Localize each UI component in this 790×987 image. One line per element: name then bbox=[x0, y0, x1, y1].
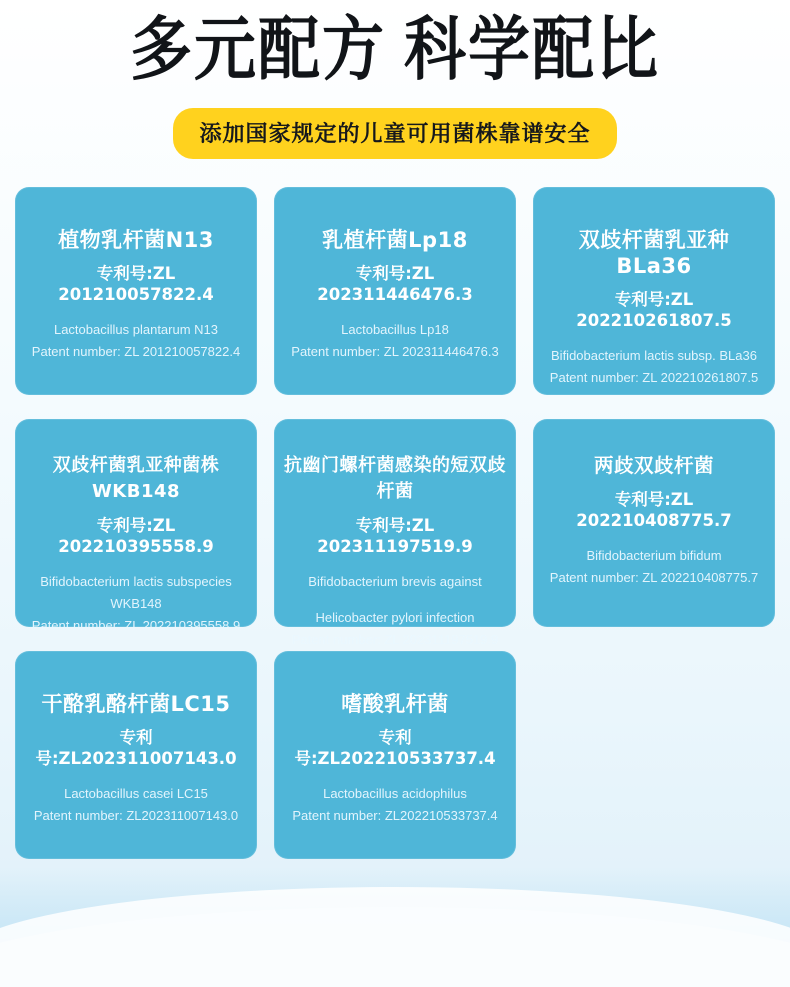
strain-name: 嗜酸乳杆菌 bbox=[341, 692, 449, 716]
strain-patent-cn: 专利号:ZL 202210261807.5 bbox=[576, 290, 732, 330]
strain-patent-en: Patent number: ZL 202210261807.5 bbox=[549, 370, 759, 385]
strain-name: 两歧双歧杆菌 bbox=[593, 454, 714, 477]
strain-patent-en: Patent number: ZL 202210395558.9 bbox=[31, 618, 241, 633]
strain-card[interactable] bbox=[274, 651, 516, 859]
strain-latin-name: Bifidobacterium brevis against bbox=[308, 574, 482, 589]
strain-patent-cn: 专利号:ZL 202210395558.9 bbox=[58, 516, 214, 556]
strain-card[interactable] bbox=[274, 187, 516, 395]
strain-patent-cn: 专利号:ZL202210533737.4 bbox=[294, 728, 496, 768]
strain-name: 植物乳杆菌N13 bbox=[58, 228, 214, 252]
strain-latin-name-line2: Helicobacter pylori infection bbox=[315, 610, 475, 625]
strain-name: 双歧杆菌乳亚种菌株WKB148 bbox=[52, 455, 220, 502]
strain-patent-cn: 专利号:ZL 202311446476.3 bbox=[317, 264, 473, 304]
page-title-part1: 多元配方 bbox=[129, 7, 386, 90]
strain-patent-en: Patent number: ZL 201210057822.4 bbox=[31, 344, 241, 359]
strain-patent-cn: 专利号:ZL202311007143.0 bbox=[35, 728, 237, 768]
strain-patent-en: Patent number: ZL 202311197519.9 bbox=[291, 632, 499, 647]
strain-card[interactable] bbox=[274, 419, 516, 647]
strain-name: 乳植杆菌Lp18 bbox=[322, 228, 468, 252]
strain-card[interactable] bbox=[533, 187, 775, 395]
bottom-gradient-band bbox=[0, 867, 790, 987]
bottom-wave-front bbox=[0, 887, 790, 987]
strain-patent-cn: 专利号:ZL 202210408775.7 bbox=[576, 490, 732, 530]
strain-name: 干酪乳酪杆菌LC15 bbox=[41, 692, 231, 716]
strain-latin-name: Bifidobacterium bifidum bbox=[586, 548, 722, 563]
strain-name: 抗幽门螺杆菌感染的短双歧杆菌 bbox=[284, 455, 506, 502]
strain-patent-en: Patent number: ZL202210533737.4 bbox=[292, 808, 498, 823]
strain-card[interactable] bbox=[15, 651, 257, 859]
strain-card-grid bbox=[15, 187, 775, 859]
strain-patent-en: Patent number: ZL 202210408775.7 bbox=[549, 570, 759, 585]
strain-card[interactable] bbox=[15, 187, 257, 395]
strain-card[interactable] bbox=[533, 419, 775, 627]
subtitle-banner bbox=[0, 108, 790, 159]
strain-patent-en: Patent number: ZL 202311446476.3 bbox=[291, 344, 499, 359]
strain-card[interactable] bbox=[15, 419, 257, 633]
strain-latin-name: Lactobacillus Lp18 bbox=[341, 322, 449, 337]
strain-latin-name: Lactobacillus plantarum N13 bbox=[53, 322, 219, 337]
strain-latin-name: Bifidobacterium lactis subsp. BLa36 bbox=[551, 348, 757, 363]
subtitle-pill: 添加国家规定的儿童可用菌株靠谱安全 bbox=[173, 108, 616, 159]
page-title-part2: 科学配比 bbox=[404, 7, 661, 90]
strain-patent-en: Patent number: ZL202311007143.0 bbox=[33, 808, 239, 823]
strain-patent-cn: 专利号:ZL 202311197519.9 bbox=[317, 516, 473, 556]
strain-latin-name: Bifidobacterium lactis subspecies WKB148 bbox=[40, 574, 232, 611]
strain-latin-name: Lactobacillus casei LC15 bbox=[64, 786, 208, 801]
page-title bbox=[0, 0, 790, 96]
grid-empty-cell bbox=[533, 651, 775, 859]
strain-latin-name: Lactobacillus acidophilus bbox=[323, 786, 467, 801]
strain-patent-cn: 专利号:ZL 201210057822.4 bbox=[58, 264, 214, 304]
strain-name: 双歧杆菌乳亚种BLa36 bbox=[578, 228, 730, 278]
